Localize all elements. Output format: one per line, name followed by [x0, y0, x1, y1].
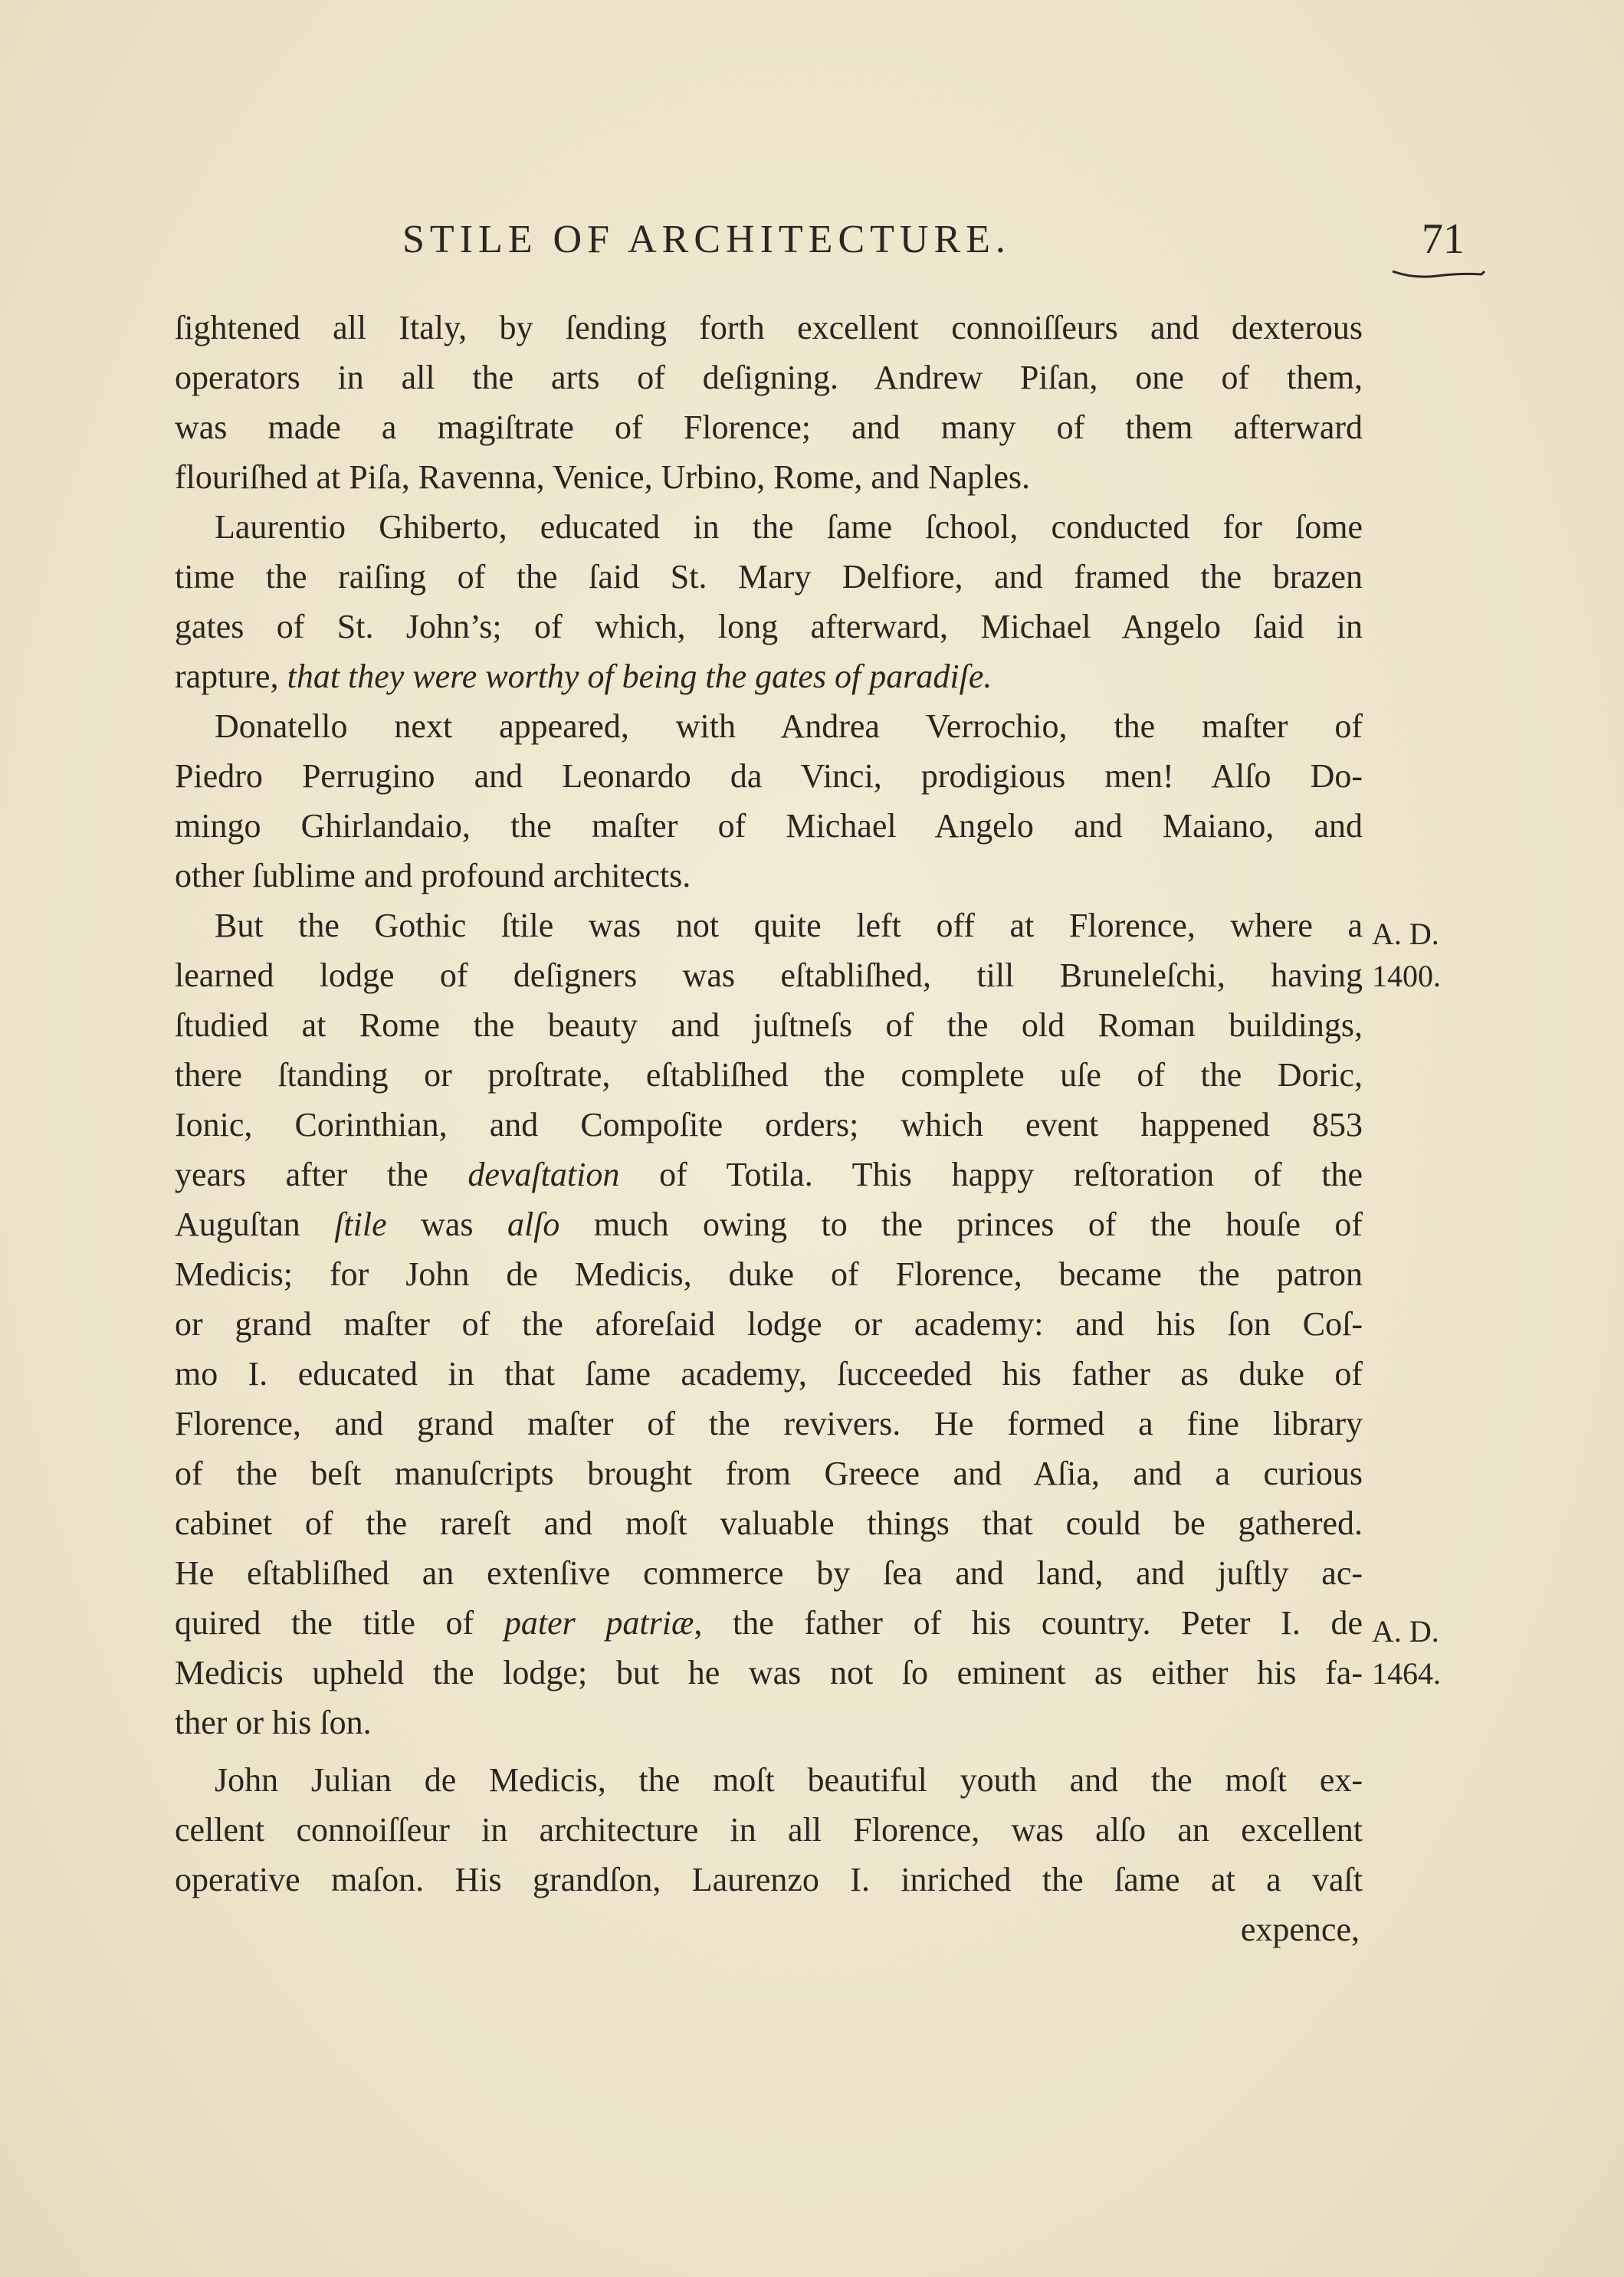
text-line-7: gates of St. John’s; of which, long afterward, Michael Angelo ſaid in [175, 608, 1363, 645]
text-line-21: or grand maſter of the aforeſaid lodge or academy: and his ſon Coſ- [175, 1305, 1363, 1343]
text-line-24: of the beſt manuſcripts brought from Greece and Aſia, and a curious [175, 1455, 1363, 1492]
text-line-12: other ſublime and profound architects. [175, 857, 691, 894]
margin-note-year-1: 1400. [1372, 959, 1441, 993]
text-line-18: years after the devaſtation of Totila. This happy reſtoration of the [175, 1156, 1363, 1193]
text-line-19: Auguſtan ſtile was alſo much owing to the princes of the houſe of [175, 1206, 1363, 1243]
text-line-29: ther or his ſon. [175, 1704, 372, 1741]
text-line-5: Laurentio Ghiberto, educated in the ſame ſchool, conducted for ſome [215, 508, 1363, 546]
catchword: expence, [1240, 1911, 1360, 1948]
text-line-15: ſtudied at Rome the beauty and juſtneſs of the old Roman buildings, [175, 1006, 1363, 1044]
text-line-1: ſightened all Italy, by ſending forth excellent connoiſſeurs and dexterous [175, 309, 1363, 346]
margin-note-label-1: A. D. [1372, 917, 1439, 951]
text-line-26: He eſtabliſhed an extenſive commerce by ſea and land, and juſtly ac- [175, 1554, 1363, 1592]
text-line-32: operative maſon. His grandſon, Laurenzo I. inriched the ſame at a vaſt [175, 1861, 1363, 1898]
text-line-25: cabinet of the rareſt and moſt valuable things that could be gathered. [175, 1504, 1363, 1542]
margin-note-label-2: A. D. [1372, 1614, 1439, 1649]
text-line-17: Ionic, Corinthian, and Compoſite orders; which event happened 853 [175, 1106, 1363, 1143]
text-line-27: quired the title of pater patriæ, the father of his country. Peter I. de [175, 1604, 1363, 1642]
text-line-28: Medicis upheld the lodge; but he was not ſo eminent as either his fa- [175, 1654, 1363, 1691]
text-line-22: mo I. educated in that ſame academy, ſucceeded his father as duke of [175, 1355, 1363, 1393]
text-line-16: there ſtanding or proſtrate, eſtabliſhed the complete uſe of the Doric, [175, 1056, 1363, 1094]
text-line-3: was made a magiſtrate of Florence; and many of them afterward [175, 408, 1363, 446]
text-line-10: Piedro Perrugino and Leonardo da Vinci, prodigious men! Alſo Do- [175, 757, 1363, 795]
text-line-6: time the raiſing of the ſaid St. Mary Delfiore, and framed the brazen [175, 558, 1363, 595]
text-line-23: Florence, and grand maſter of the revivers. He formed a fine library [175, 1405, 1363, 1442]
text-line-20: Medicis; for John de Medicis, duke of Florence, became the patron [175, 1255, 1363, 1293]
running-head: STILE OF ARCHITECTURE. [402, 218, 1011, 261]
text-line-8: rapture, that they were worthy of being the gates of paradiſe. [175, 658, 992, 695]
page-number-flourish [1391, 268, 1487, 285]
text-line-14: learned lodge of deſigners was eſtabliſhed, till Bruneleſchi, having [175, 956, 1363, 994]
text-line-31: cellent connoiſſeur in architecture in all Florence, was alſo an excellent [175, 1811, 1363, 1849]
text-line-30: John Julian de Medicis, the moſt beautiful youth and the moſt ex- [215, 1761, 1363, 1799]
page-number: 71 [1422, 215, 1465, 263]
text-line-9: Donatello next appeared, with Andrea Verrochio, the maſter of [215, 707, 1363, 745]
text-line-13: But the Gothic ſtile was not quite left off at Florence, where a [215, 907, 1363, 944]
text-line-11: mingo Ghirlandaio, the maſter of Michael Angelo and Maiano, and [175, 807, 1363, 845]
margin-note-year-2: 1464. [1372, 1656, 1441, 1691]
text-line-4: flouriſhed at Piſa, Ravenna, Venice, Urbino, Rome, and Naples. [175, 458, 1031, 496]
text-line-2: operators in all the arts of deſigning. Andrew Piſan, one of them, [175, 359, 1363, 396]
